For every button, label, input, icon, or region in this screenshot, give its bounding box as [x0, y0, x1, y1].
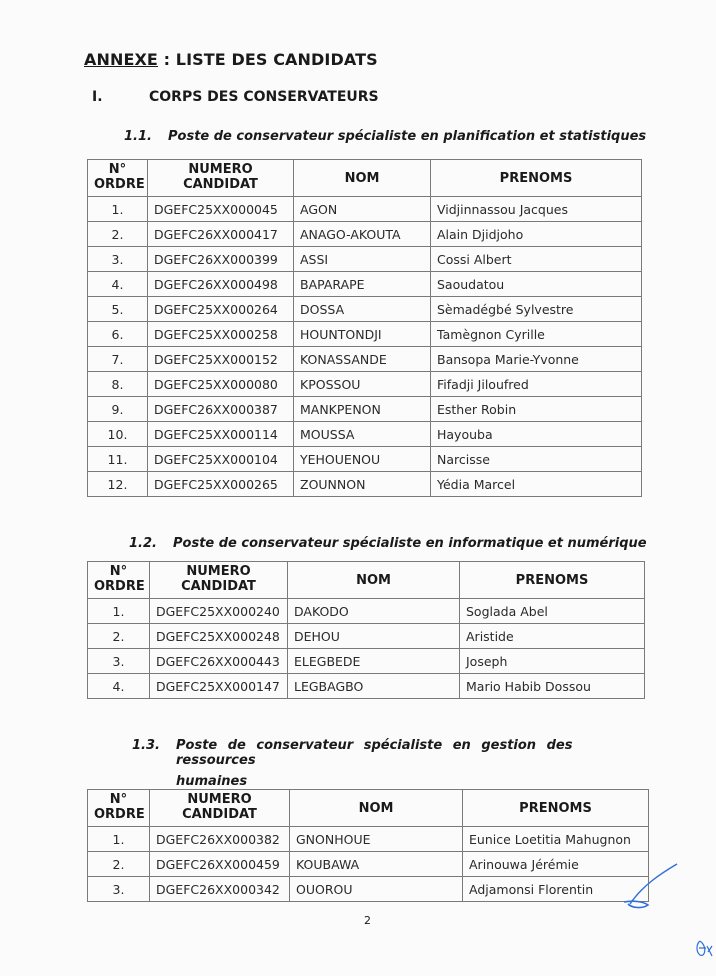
cell-prenoms: Cossi Albert: [431, 247, 642, 272]
cell-numero: DGEFC25XX000248: [150, 624, 288, 649]
table-header-row: [88, 790, 649, 827]
cell-numero: DGEFC26XX000399: [148, 247, 294, 272]
table-row: [88, 624, 645, 649]
cell-prenoms: Eunice Loetitia Mahugnon: [463, 827, 649, 852]
cell-numero: DGEFC25XX000240: [150, 599, 288, 624]
cell-nom: KOUBAWA: [290, 852, 463, 877]
cell-ordre: 6.: [88, 322, 148, 347]
col-header-nom: NOM: [290, 790, 463, 827]
cell-nom: KONASSANDE: [294, 347, 431, 372]
cell-prenoms: Alain Djidjoho: [431, 222, 642, 247]
subsection-number: 1.2.: [129, 536, 157, 551]
annex-label: ANNEXE: [84, 50, 158, 69]
cell-ordre: 5.: [88, 297, 148, 322]
cell-ordre: 9.: [88, 397, 148, 422]
col-header-prenoms: PRENOMS: [463, 790, 649, 827]
table-row: [88, 447, 642, 472]
cell-nom: DAKODO: [288, 599, 460, 624]
table-row: [88, 272, 642, 297]
table-row: [88, 297, 642, 322]
subsection-title: Poste de conservateur spécialiste en planification et statistiques: [168, 129, 647, 144]
cell-prenoms: Sèmadégbé Sylvestre: [431, 297, 642, 322]
cell-nom: GNONHOUE: [290, 827, 463, 852]
col-header-ordre: N° ORDRE: [88, 160, 148, 197]
cell-numero: DGEFC25XX000152: [148, 347, 294, 372]
col-header-nom: NOM: [288, 562, 460, 599]
col-header-ordre: N° ORDRE: [88, 562, 150, 599]
cell-prenoms: Soglada Abel: [460, 599, 645, 624]
cell-prenoms: Vidjinnassou Jacques: [431, 197, 642, 222]
cell-prenoms: Arinouwa Jérémie: [463, 852, 649, 877]
table-row: [88, 674, 645, 699]
col-header-prenoms: PRENOMS: [431, 160, 642, 197]
cell-ordre: 1.: [88, 197, 148, 222]
table-row: [88, 599, 645, 624]
cell-prenoms: Joseph: [460, 649, 645, 674]
subsection-heading-1-2: [129, 536, 647, 551]
cell-ordre: 3.: [88, 877, 150, 902]
cell-numero: DGEFC26XX000498: [148, 272, 294, 297]
table-header-row: [88, 160, 642, 197]
table-header-row: [88, 562, 645, 599]
cell-prenoms: Fifadji Jiloufred: [431, 372, 642, 397]
col-header-numero: NUMERO CANDIDAT: [150, 790, 290, 827]
subsection-title: Poste de conservateur spécialiste en informatique et numérique: [173, 536, 647, 551]
cell-ordre: 10.: [88, 422, 148, 447]
signature-initial-icon: [620, 860, 680, 910]
cell-numero: DGEFC26XX000443: [150, 649, 288, 674]
table-row: [88, 649, 645, 674]
cell-nom: YEHOUENOU: [294, 447, 431, 472]
cell-numero: DGEFC25XX000080: [148, 372, 294, 397]
cell-numero: DGEFC25XX000264: [148, 297, 294, 322]
cell-nom: AGON: [294, 197, 431, 222]
cell-nom: HOUNTONDJI: [294, 322, 431, 347]
cell-nom: DOSSA: [294, 297, 431, 322]
cell-nom: ZOUNNON: [294, 472, 431, 497]
cell-numero: DGEFC26XX000387: [148, 397, 294, 422]
cell-nom: MANKPENON: [294, 397, 431, 422]
cell-numero: DGEFC25XX000114: [148, 422, 294, 447]
cell-ordre: 12.: [88, 472, 148, 497]
candidates-table-1-1: [87, 159, 642, 497]
subsection-number: 1.1.: [124, 129, 152, 144]
cell-ordre: 2.: [88, 222, 148, 247]
subsection-heading-1-3: [132, 738, 644, 789]
cell-prenoms: Esther Robin: [431, 397, 642, 422]
candidates-table-1-2: [87, 561, 645, 699]
cell-numero: DGEFC26XX000417: [148, 222, 294, 247]
cell-nom: ASSI: [294, 247, 431, 272]
table-row: [88, 472, 642, 497]
cell-numero: DGEFC26XX000382: [150, 827, 290, 852]
cell-prenoms: Adjamonsi Florentin: [463, 877, 649, 902]
section-heading: [92, 89, 379, 105]
cell-numero: DGEFC26XX000459: [150, 852, 290, 877]
cell-ordre: 3.: [88, 649, 150, 674]
col-header-ordre: N° ORDRE: [88, 790, 150, 827]
cell-ordre: 7.: [88, 347, 148, 372]
cell-ordre: 8.: [88, 372, 148, 397]
cell-ordre: 1.: [88, 599, 150, 624]
cell-numero: DGEFC25XX000045: [148, 197, 294, 222]
subsection-heading-1-1: [124, 129, 646, 144]
cell-ordre: 2.: [88, 852, 150, 877]
cell-prenoms: Bansopa Marie-Yvonne: [431, 347, 642, 372]
table-row: [88, 852, 649, 877]
cell-nom: MOUSSA: [294, 422, 431, 447]
table-row: [88, 827, 649, 852]
cell-ordre: 3.: [88, 247, 148, 272]
cell-prenoms: Tamègnon Cyrille: [431, 322, 642, 347]
cell-prenoms: Narcisse: [431, 447, 642, 472]
cell-ordre: 2.: [88, 624, 150, 649]
cell-prenoms: Mario Habib Dossou: [460, 674, 645, 699]
cell-prenoms: Yédia Marcel: [431, 472, 642, 497]
table-row: [88, 222, 642, 247]
table-row: [88, 372, 642, 397]
cell-nom: OUOROU: [290, 877, 463, 902]
cell-ordre: 1.: [88, 827, 150, 852]
cell-numero: DGEFC25XX000104: [148, 447, 294, 472]
cell-prenoms: Saoudatou: [431, 272, 642, 297]
subsection-title-line2: humaines: [176, 774, 248, 789]
cell-numero: DGEFC25XX000258: [148, 322, 294, 347]
cell-prenoms: Aristide: [460, 624, 645, 649]
cell-nom: ELEGBEDE: [288, 649, 460, 674]
page-number: 2: [364, 914, 371, 927]
subsection-title-line1: Poste de conservateur spécialiste en gestion des ressources: [176, 738, 573, 768]
cell-nom: BAPARAPE: [294, 272, 431, 297]
cell-numero: DGEFC25XX000265: [148, 472, 294, 497]
subsection-number: 1.3.: [132, 738, 160, 753]
cell-prenoms: Hayouba: [431, 422, 642, 447]
col-header-numero: NUMERO CANDIDAT: [148, 160, 294, 197]
table-row: [88, 422, 642, 447]
table-row: [88, 347, 642, 372]
col-header-nom: NOM: [294, 160, 431, 197]
annex-title: [84, 50, 378, 69]
cell-nom: DEHOU: [288, 624, 460, 649]
annex-title-text: : LISTE DES CANDIDATS: [157, 50, 378, 69]
table-row: [88, 397, 642, 422]
table-row: [88, 197, 642, 222]
col-header-numero: NUMERO CANDIDAT: [150, 562, 288, 599]
table-row: [88, 247, 642, 272]
cell-nom: LEGBAGBO: [288, 674, 460, 699]
initials-mark-icon: [695, 938, 715, 960]
cell-nom: ANAGO-AKOUTA: [294, 222, 431, 247]
cell-ordre: 4.: [88, 272, 148, 297]
candidates-table-1-3: [87, 789, 649, 902]
cell-numero: DGEFC26XX000342: [150, 877, 290, 902]
cell-nom: KPOSSOU: [294, 372, 431, 397]
section-number: I.: [92, 89, 103, 105]
table-row: [88, 322, 642, 347]
cell-ordre: 4.: [88, 674, 150, 699]
table-row: [88, 877, 649, 902]
col-header-prenoms: PRENOMS: [460, 562, 645, 599]
cell-numero: DGEFC25XX000147: [150, 674, 288, 699]
cell-ordre: 11.: [88, 447, 148, 472]
section-title: CORPS DES CONSERVATEURS: [149, 89, 379, 105]
